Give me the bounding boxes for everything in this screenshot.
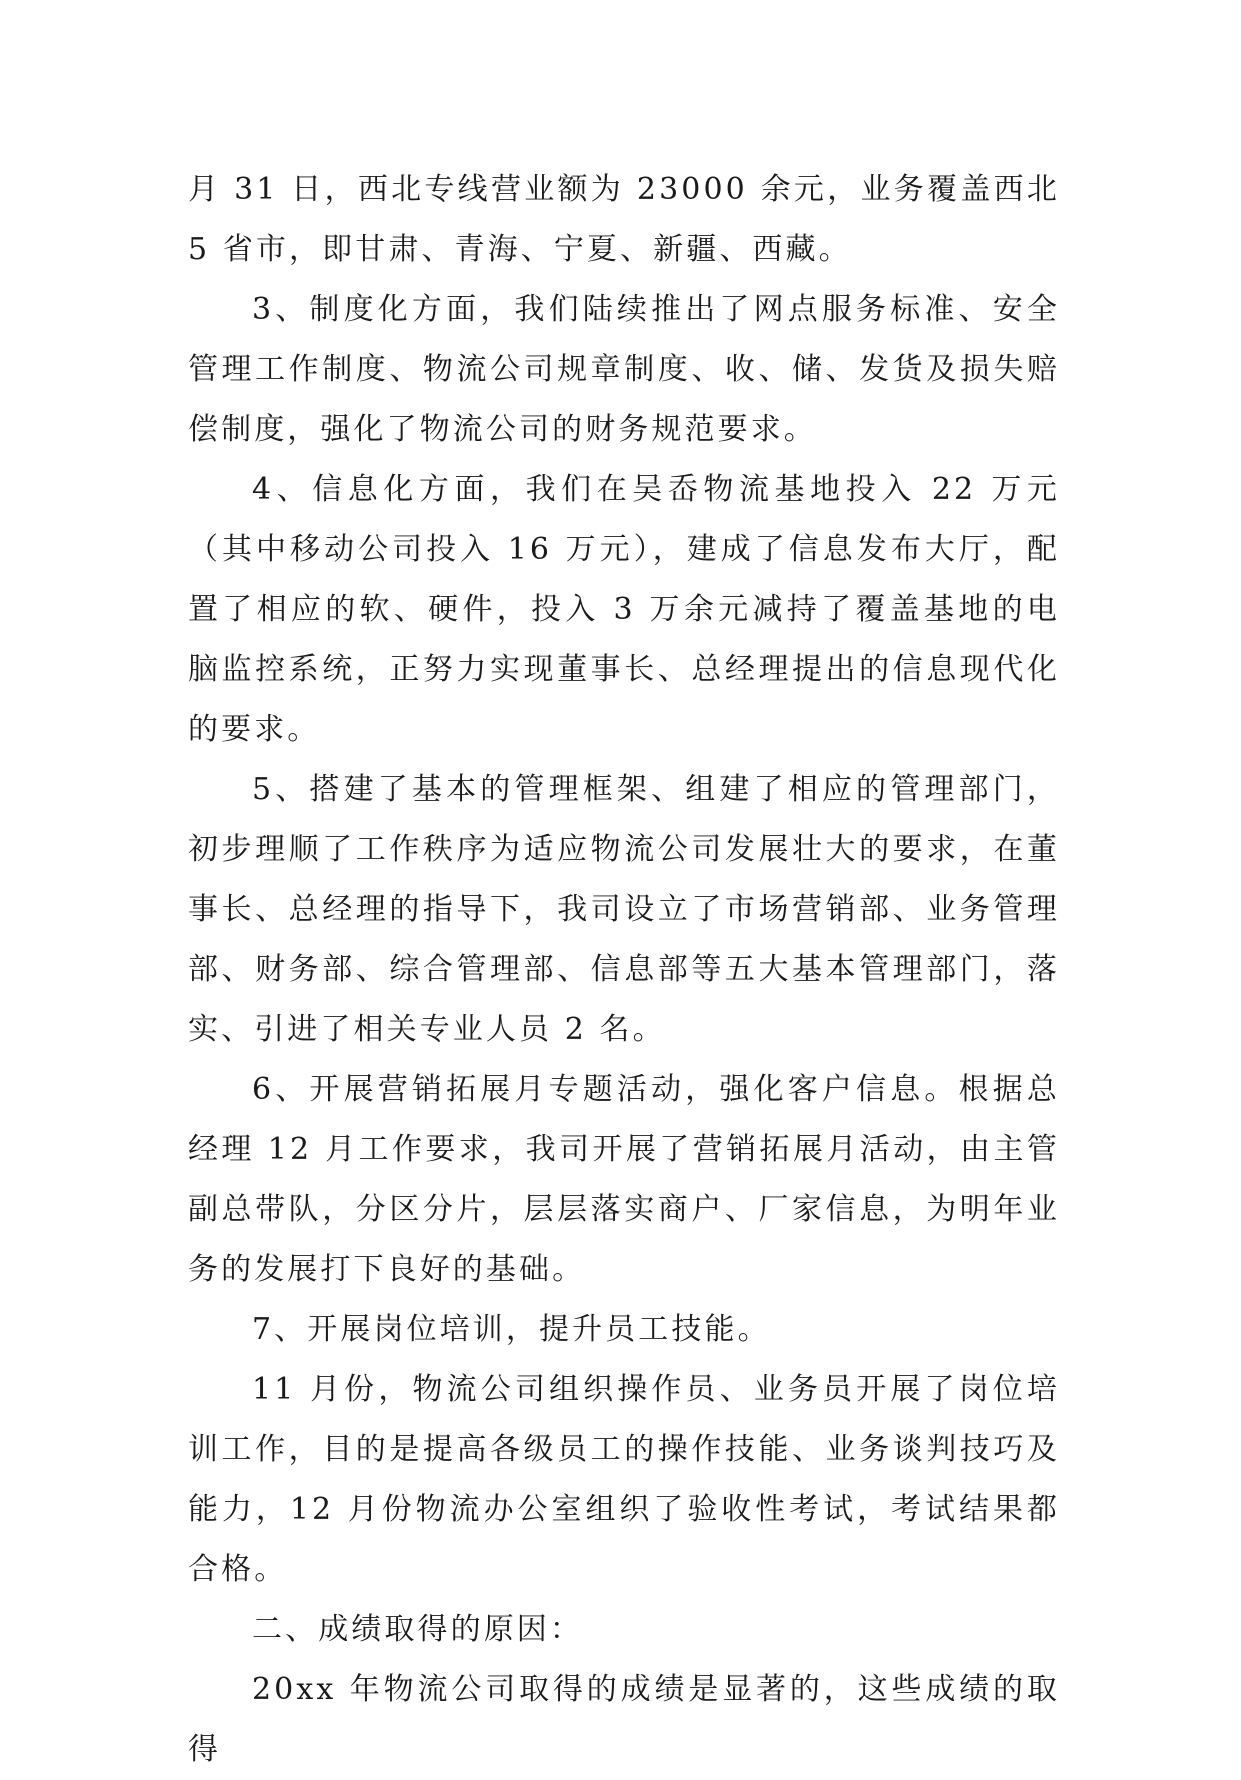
paragraph-marketing-month: 6、开展营销拓展月专题活动，强化客户信息。根据总经理 12 月工作要求，我司开展了营销拓展月活动，由主管副总带队，分区分片，层层落实商户、厂家信息，为明年业务的发展打下良好的基础。 [188,1072,1060,1287]
paragraph-training-heading: 7、开展岗位培训，提升员工技能。 [252,1312,771,1347]
paragraph-training-detail: 11 月份，物流公司组织操作员、业务员开展了岗位培训工作，目的是提高各级员工的操作技能、业务谈判技巧及能力，12 月份物流办公室组织了验收性考试，考试结果都合格。 [188,1372,1060,1587]
paragraph-achievements: 20xx 年物流公司取得的成绩是显著的，这些成绩的取得 [188,1672,1060,1767]
paragraph-sales-summary: 月 31 日，西北专线营业额为 23000 余元，业务覆盖西北 5 省市，即甘肃、青海、宁夏、新疆、西藏。 [188,172,1060,267]
document-body [188,160,1060,1780]
section-heading-reasons: 二、成绩取得的原因： [252,1612,583,1647]
paragraph-management-framework: 5、搭建了基本的管理框架、组建了相应的管理部门，初步理顺了工作秩序为适应物流公司发展壮大的要求，在董事长、总经理的指导下，我司设立了市场营销部、业务管理部、财务部、综合管理部、信息部等五大基本管理部门，落实、引进了相关专业人员 2 名。 [188,772,1060,1047]
paragraph-institutionalization: 3、制度化方面，我们陆续推出了网点服务标准、安全管理工作制度、物流公司规章制度、收、储、发货及损失赔偿制度，强化了物流公司的财务规范要求。 [188,292,1060,447]
paragraph-informatization: 4、信息化方面，我们在吴岙物流基地投入 22 万元（其中移动公司投入 16 万元），建成了信息发布大厅，配置了相应的软、硬件，投入 3 万余元减持了覆盖基地的电脑监控系统，正努力实现董事长、总经理提出的信息现代化的要求。 [188,472,1060,747]
